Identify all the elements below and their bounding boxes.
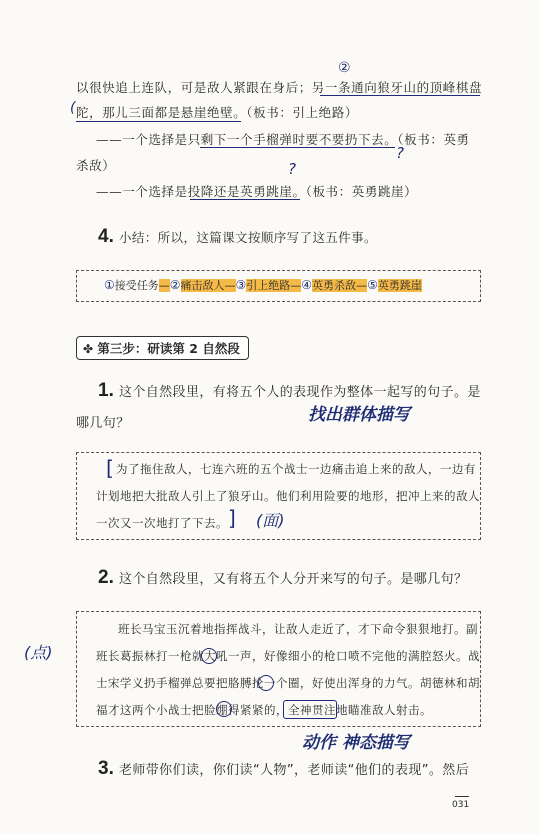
summary-item-label: 英勇跳崖	[377, 279, 422, 292]
page-number-rule	[455, 796, 469, 797]
summary-separator: —	[158, 279, 170, 292]
summary-sequence	[104, 277, 422, 293]
ink-box	[283, 700, 337, 719]
summary-separator: —	[356, 279, 368, 292]
page-number: 031	[452, 800, 470, 810]
question-3-number: 3.	[98, 758, 114, 779]
question-1-line: 这个自然段里，有将五个人的表现作为整体一起写的句子。是	[118, 385, 481, 400]
clover-icon: ✤	[83, 342, 94, 356]
summary-item	[301, 277, 356, 293]
ink-circled-number: ①	[104, 278, 115, 292]
ink-note-point: (点)	[24, 643, 53, 662]
ink-circled-number: ⑤	[367, 278, 378, 292]
question-3-text: 老师带你们读，你们读“人物”，老师读“他们的表现”。然后	[118, 763, 470, 778]
summary-number: 4.	[98, 226, 114, 247]
ink-note-face: (面)	[256, 511, 285, 530]
paragraph-line: 以很快追上连队，可是敌人紧跟在身后；另一条通向狼牙山的顶峰棋盘	[76, 80, 483, 95]
summary-item-label: 痛击敌人	[180, 279, 225, 292]
question-1	[98, 380, 481, 402]
paragraph-line: 杀敌）	[76, 158, 116, 173]
summary-item-label: 英勇杀敌	[312, 279, 357, 292]
ink-note-action: 动作 神态描写	[302, 733, 410, 753]
summary-item-label: 引上绝路	[246, 279, 291, 292]
summary-separator: —	[224, 279, 236, 292]
summary-item	[367, 277, 422, 293]
question-1-number: 1.	[98, 380, 114, 401]
ink-underline	[76, 121, 241, 122]
summary-heading	[98, 226, 377, 248]
question-3	[98, 758, 469, 780]
quote-line: 为了拖住敌人，七连六班的五个战士一边痛击追上来的敌人，一边有	[116, 462, 476, 476]
ink-bracket: ]	[228, 506, 236, 530]
ink-question-mark: ?	[288, 160, 296, 178]
ink-circled-number: ②	[169, 278, 181, 292]
ink-underline	[320, 95, 480, 96]
question-2	[98, 567, 467, 589]
paragraph-line: ——一个选择是投降还是英勇跳崖。（板书：英勇跳崖）	[96, 184, 418, 199]
summary-item	[104, 277, 159, 293]
ink-circled-number: ④	[301, 278, 313, 292]
step-label: 第三步：研读第 2 自然段	[97, 341, 240, 356]
question-2-text: 这个自然段里，又有将五个人分开来写的句子。是哪几句？	[118, 572, 468, 587]
question-1-line: 哪几句？	[76, 416, 130, 431]
ink-bracket: (	[70, 100, 76, 116]
ink-underline	[200, 147, 395, 148]
ink-note-group: 找出群体描写	[308, 405, 410, 425]
question-2-number: 2.	[98, 567, 114, 588]
quote-line: 班长马宝玉沉着地指挥战斗，让敌人走近了，才下命令狠狠地打。副	[118, 622, 478, 636]
ink-question-mark: ?	[396, 144, 404, 162]
summary-text: 小结：所以，这篇课文按顺序写了这五件事。	[118, 230, 377, 245]
quote-line: 士宋学义扔手榴弹总要把胳膊抡一个圈，好使出浑身的力气。胡德林和胡	[96, 676, 480, 690]
step-badge	[76, 336, 249, 360]
summary-item-label: 接受任务	[114, 279, 159, 292]
quote-line: 一次又一次地打了下去。	[96, 516, 228, 530]
quote-line: 班长葛振林打一枪就大吼一声，好像细小的枪口喷不完他的满腔怒火。战	[96, 649, 480, 663]
paragraph-line: ——一个选择是只剩下一个手榴弹时要不要扔下去。（板书：英勇	[96, 132, 470, 147]
ink-bracket: [	[106, 456, 114, 480]
summary-item	[236, 277, 291, 293]
summary-item	[170, 277, 225, 293]
summary-separator: —	[290, 279, 302, 292]
paragraph-line: 陀，那儿三面都是悬崖绝壁。（板书：引上绝路）	[76, 105, 358, 120]
quote-line: 福才这两个小战士把脸绷得紧紧的，全神贯注地瞄准敌人射击。	[96, 703, 432, 717]
ink-circle	[216, 701, 232, 717]
ink-number-two: ②	[338, 60, 351, 76]
ink-circle	[201, 648, 217, 664]
quote-line: 计划地把大批敌人引上了狼牙山。他们利用险要的地形，把冲上来的敌人	[96, 489, 480, 503]
ink-underline	[190, 199, 300, 200]
ink-circle	[258, 675, 274, 691]
ink-circled-number: ③	[235, 278, 247, 292]
